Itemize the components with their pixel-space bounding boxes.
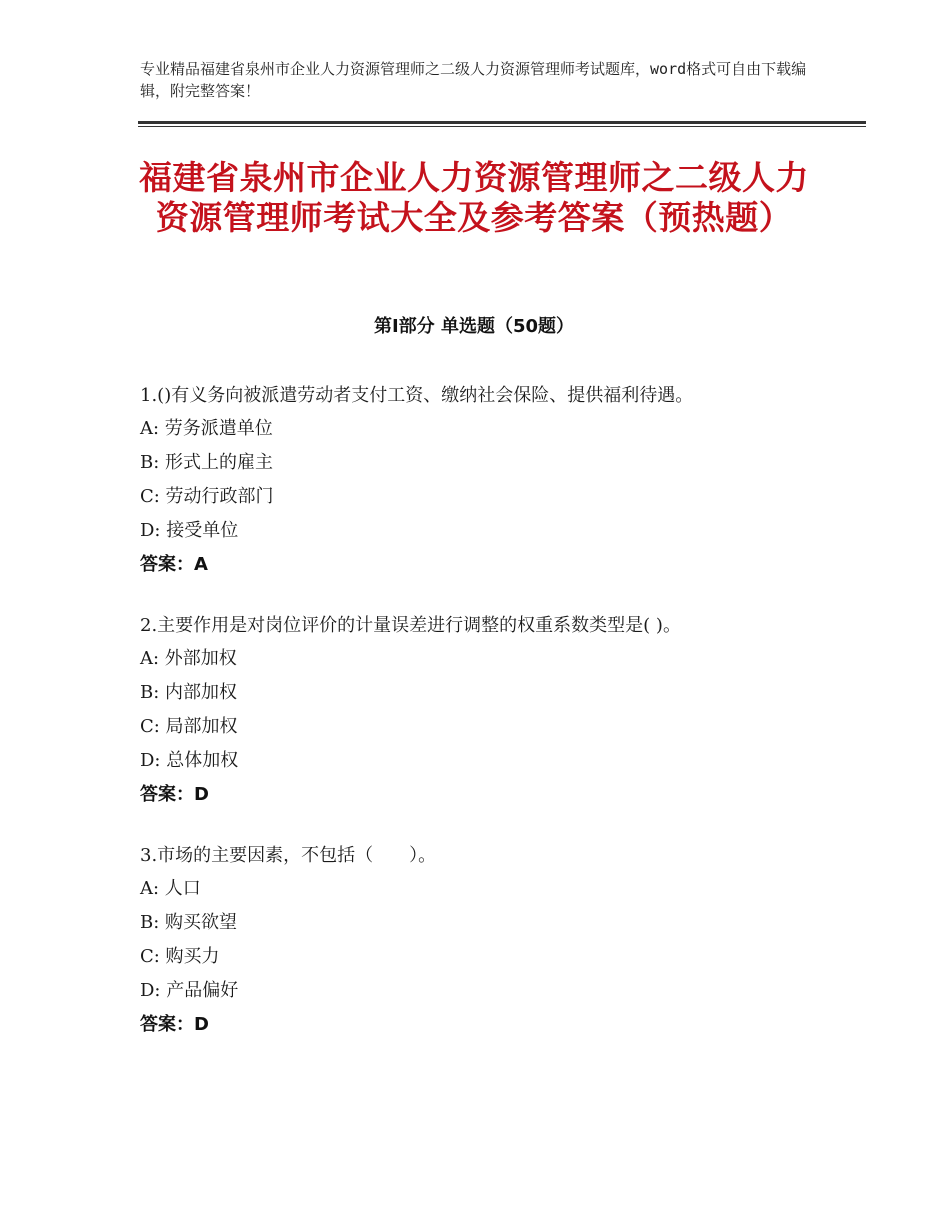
option-c: C: 劳动行政部门 <box>140 486 274 507</box>
question-text: 2.主要作用是对岗位评价的计量误差进行调整的权重系数类型是( )。 <box>140 615 681 636</box>
option-d: D: 总体加权 <box>140 750 239 771</box>
option-d: D: 产品偏好 <box>140 980 239 1001</box>
option-b: B: 购买欲望 <box>140 912 238 933</box>
document-title: 福建省泉州市企业人力资源管理师之二级人力资源管理师考试大全及参考答案（预热题） <box>139 158 809 237</box>
question-text: 1.()有义务向被派遣劳动者支付工资、缴纳社会保险、提供福利待遇。 <box>140 385 694 406</box>
question-list <box>140 380 820 1070</box>
option-a: A: 外部加权 <box>140 648 237 669</box>
header-note: 专业精品福建省泉州市企业人力资源管理师之二级人力资源管理师考试题库，word格式可自由下载编辑，附完整答案！ <box>140 60 807 100</box>
header-rule-thin <box>138 126 866 127</box>
question-3 <box>140 840 820 1042</box>
header-rule-thick <box>138 121 866 124</box>
answer: 答案：D <box>140 784 209 805</box>
option-c: C: 局部加权 <box>140 716 238 737</box>
answer: 答案：D <box>140 1014 209 1035</box>
question-2 <box>140 610 820 812</box>
option-d: D: 接受单位 <box>140 520 239 541</box>
option-a: A: 人口 <box>140 878 201 899</box>
option-b: B: 内部加权 <box>140 682 238 703</box>
option-b: B: 形式上的雇主 <box>140 452 274 473</box>
question-text: 3.市场的主要因素，不包括（ ）。 <box>140 845 437 866</box>
answer: 答案：A <box>140 554 208 575</box>
section-title: 第Ⅰ部分 单选题（50题） <box>373 316 574 337</box>
question-1 <box>140 380 820 582</box>
option-c: C: 购买力 <box>140 946 220 967</box>
option-a: A: 劳务派遣单位 <box>140 418 273 439</box>
